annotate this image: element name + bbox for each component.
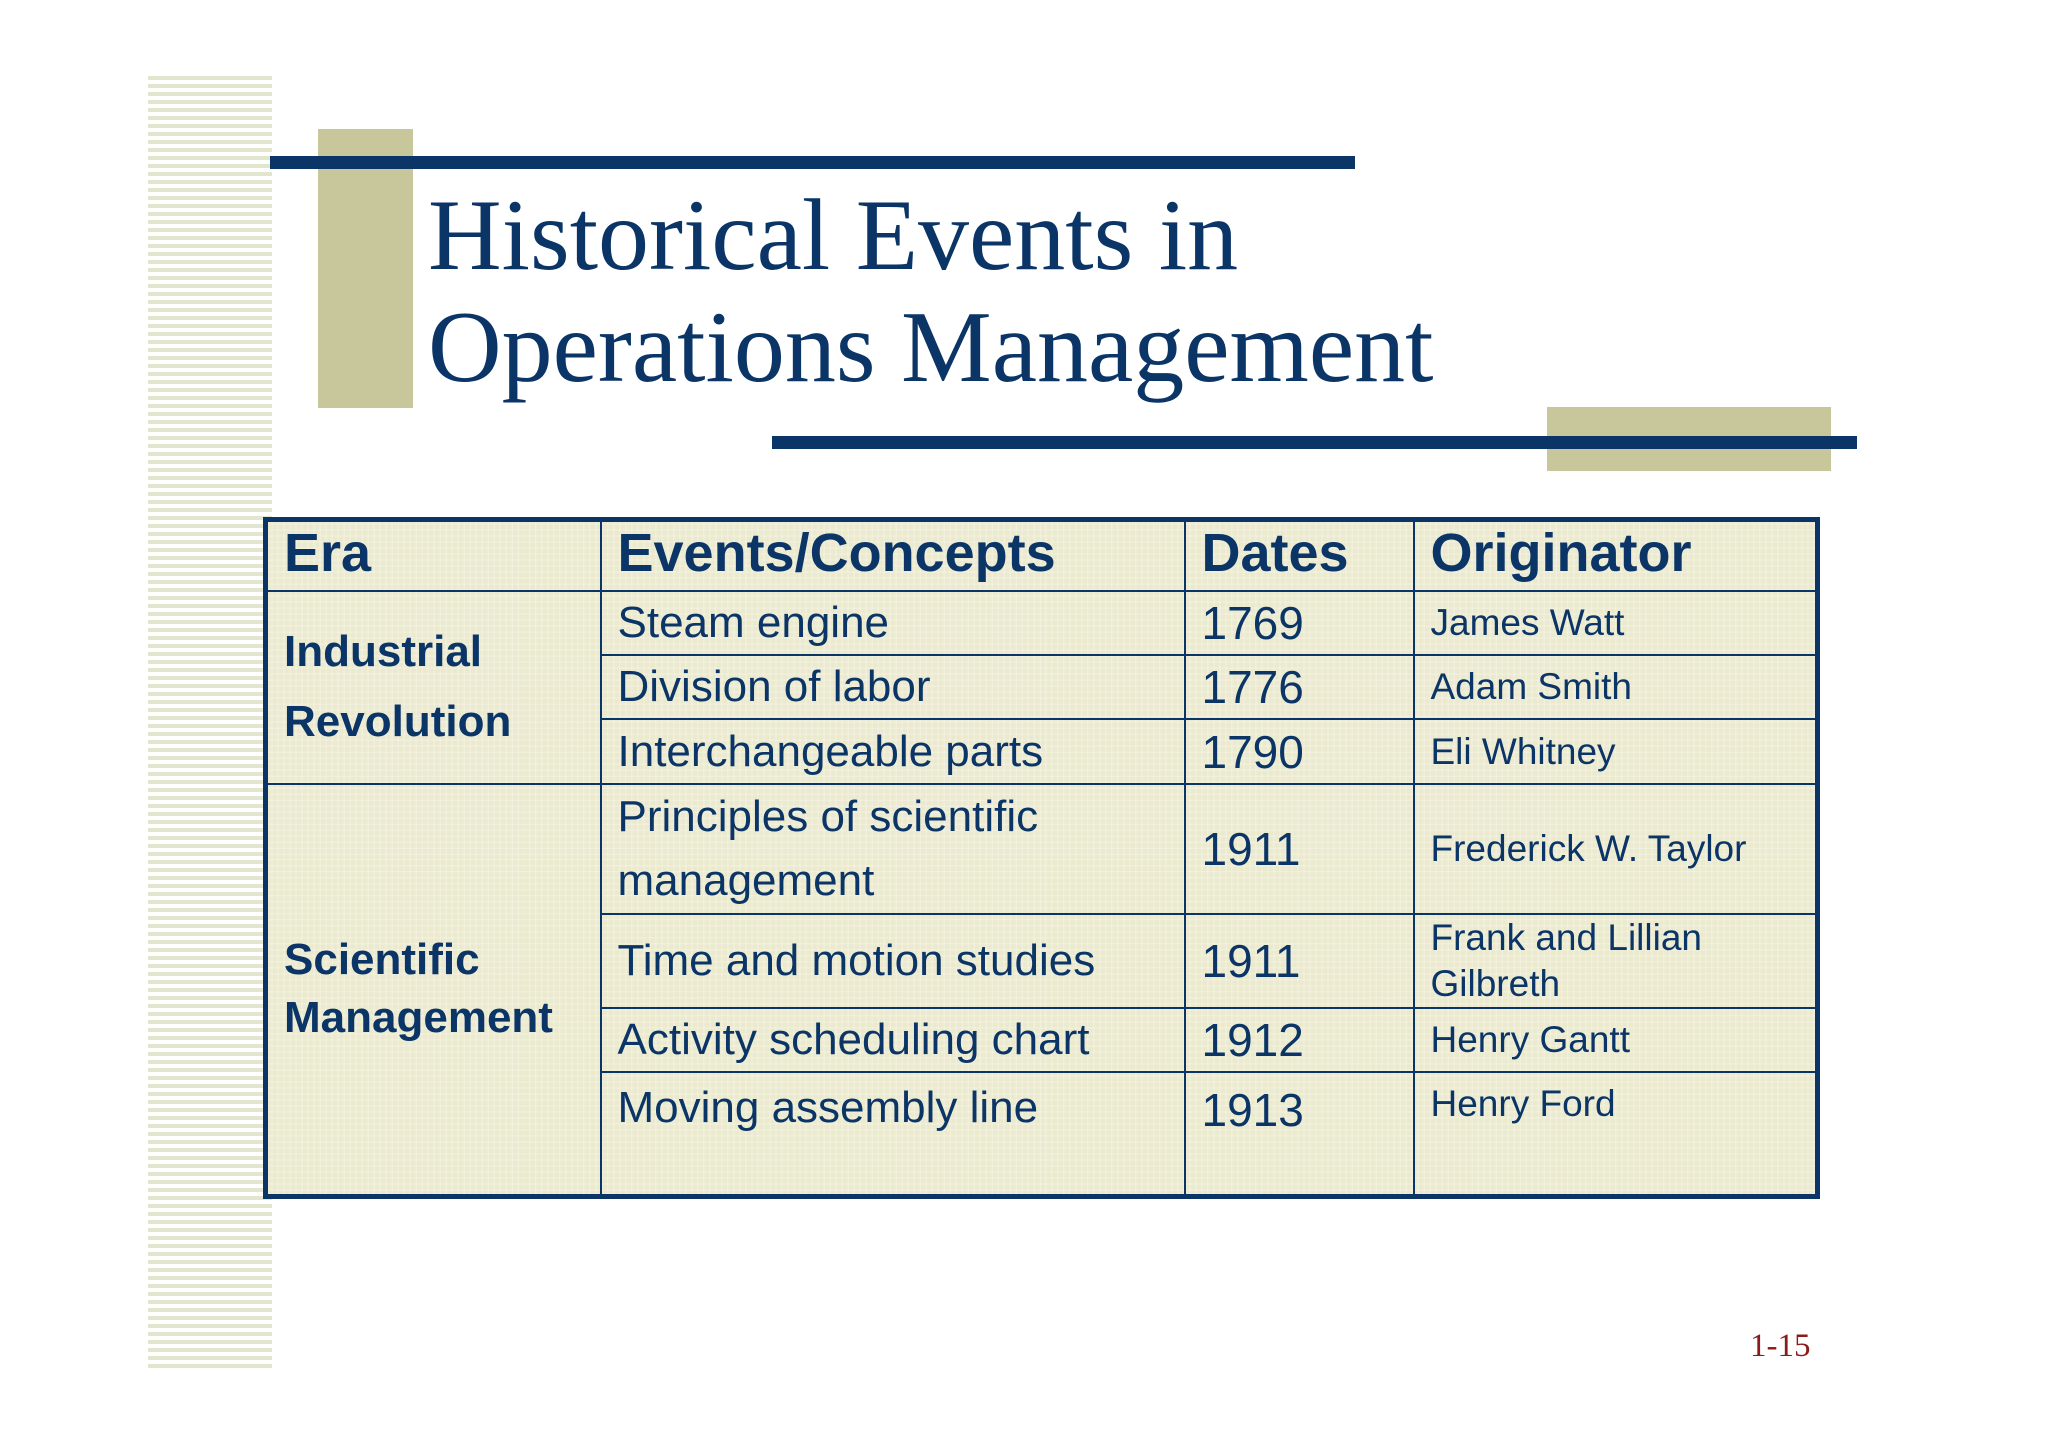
originator-cell: Eli Whitney [1414,719,1818,783]
era-scientific: Scientific Management [266,784,601,1197]
event-cell: Moving assembly line [601,1072,1185,1196]
date-cell: 1776 [1185,655,1414,719]
date-cell: 1769 [1185,591,1414,655]
event-cell: Activity scheduling chart [601,1008,1185,1072]
header-era: Era [266,520,601,592]
title-line-1: Historical Events in [428,179,1239,292]
date-cell: 1911 [1185,784,1414,914]
date-cell: 1911 [1185,914,1414,1008]
date-cell: 1912 [1185,1008,1414,1072]
event-cell: Steam engine [601,591,1185,655]
originator-cell: Adam Smith [1414,655,1818,719]
historical-events-table [263,517,1820,1199]
event-cell: Interchangeable parts [601,719,1185,783]
title-bottom-rule [772,436,1857,449]
event-cell: Time and motion studies [601,914,1185,1008]
header-dates: Dates [1185,520,1414,592]
table-header-row [266,520,1818,592]
event-cell: Principles of scientific management [601,784,1185,914]
title-top-rule [270,156,1355,169]
title-line-2: Operations Management [428,291,1434,404]
title-accent-block [318,129,413,408]
date-cell: 1790 [1185,719,1414,783]
decorative-stripes [148,76,272,1370]
originator-cell: Frederick W. Taylor [1414,784,1818,914]
page-number: 1-15 [1750,1328,1811,1364]
date-cell: 1913 [1185,1072,1414,1196]
era-industrial: Industrial Revolution [266,591,601,783]
table-row [266,784,1818,914]
originator-cell: James Watt [1414,591,1818,655]
table-row [266,591,1818,655]
event-cell: Division of labor [601,655,1185,719]
originator-cell: Henry Gantt [1414,1008,1818,1072]
page-title [428,180,1434,404]
originator-cell: Frank and Lillian Gilbreth [1414,914,1818,1008]
originator-cell: Henry Ford [1414,1072,1818,1196]
header-originator: Originator [1414,520,1818,592]
header-events: Events/Concepts [601,520,1185,592]
